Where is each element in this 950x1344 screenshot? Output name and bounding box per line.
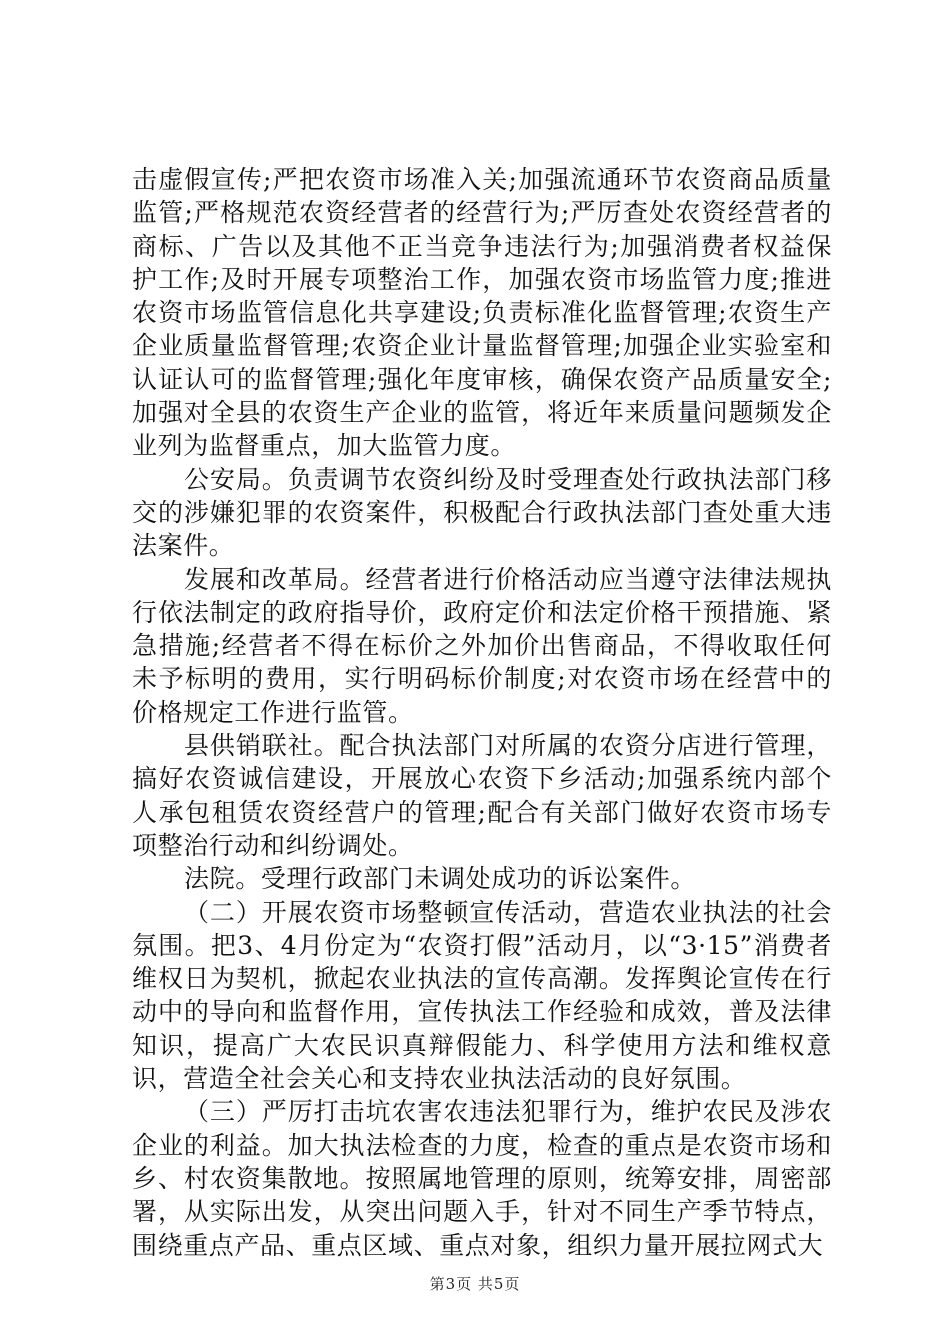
paragraph-supply-cooperative: 县供销联社。配合执法部门对所属的农资分店进行管理，搞好农资诚信建设，开展放心农资下乡活动;加强系统内部个人承包租赁农资经营户的管理;配合有关部门做好农资市场专项整治行动和纠纷调处。 — [132, 731, 832, 860]
paragraph-development-reform: 发展和改革局。经营者进行价格活动应当遵守法律法规执行依法制定的政府指导价，政府定价和法定价格干预措施、紧急措施;经营者不得在标价之外加价出售商品，不得收取任何未予标明的费用，实行明码标价制度;对农资市场在经营中的价格规定工作进行监管。 — [132, 564, 832, 727]
paragraph-section-two: （二）开展农资市场整顿宣传活动，营造农业执法的社会氛围。把3、4月份定为“农资打假”活动月，以“3·15”消费者维权日为契机，掀起农业执法的宣传高潮。发挥舆论宣传在行动中的导向和监督作用，宣传执法工作经验和成效，普及法律知识，提高广大农民识真辩假能力、科学使用方法和维权意识，营造全社会关心和支持农业执法活动的良好氛围。 — [132, 897, 832, 1094]
paragraph-public-security: 公安局。负责调节农资纠纷及时受理查处行政执法部门移交的涉嫌犯罪的农资案件，积极配合行政执法部门查处重大违法案件。 — [132, 464, 832, 561]
page-number-footer: 第3页 共5页 — [429, 1275, 521, 1293]
paragraph-section-three: （三）严厉打击坑农害农违法犯罪行为，维护农民及涉农企业的利益。加大执法检查的力度，检查的重点是农资市场和乡、村农资集散地。按照属地管理的原则，统筹安排，周密部署，从实际出发，从突出问题入手，针对不同生产季节特点，围绕重点产品、重点区域、重点对象，组织力量开展拉网式大 — [132, 1097, 832, 1260]
paragraph-continuation: 击虚假宣传;严把农资市场准入关;加强流通环节农资商品质量监管;严格规范农资经营者的经营行为;严厉查处农资经营者的商标、广告以及其他不正当竞争违法行为;加强消费者权益保护工作;及时开展专项整治工作，加强农资市场监管力度;推进农资市场监管信息化共享建设;负责标准化监督管理;农资生产企业质量监督管理;农资企业计量监督管理;加强企业实验室和认证认可的监督管理;强化年度审核，确保农资产品质量安全;加强对全县的农资生产企业的监管，将近年来质量问题频发企业列为监督重点，加大监管力度。 — [132, 165, 832, 461]
document-body — [132, 163, 832, 1262]
paragraph-court: 法院。受理行政部门未调处成功的诉讼案件。 — [184, 864, 697, 894]
